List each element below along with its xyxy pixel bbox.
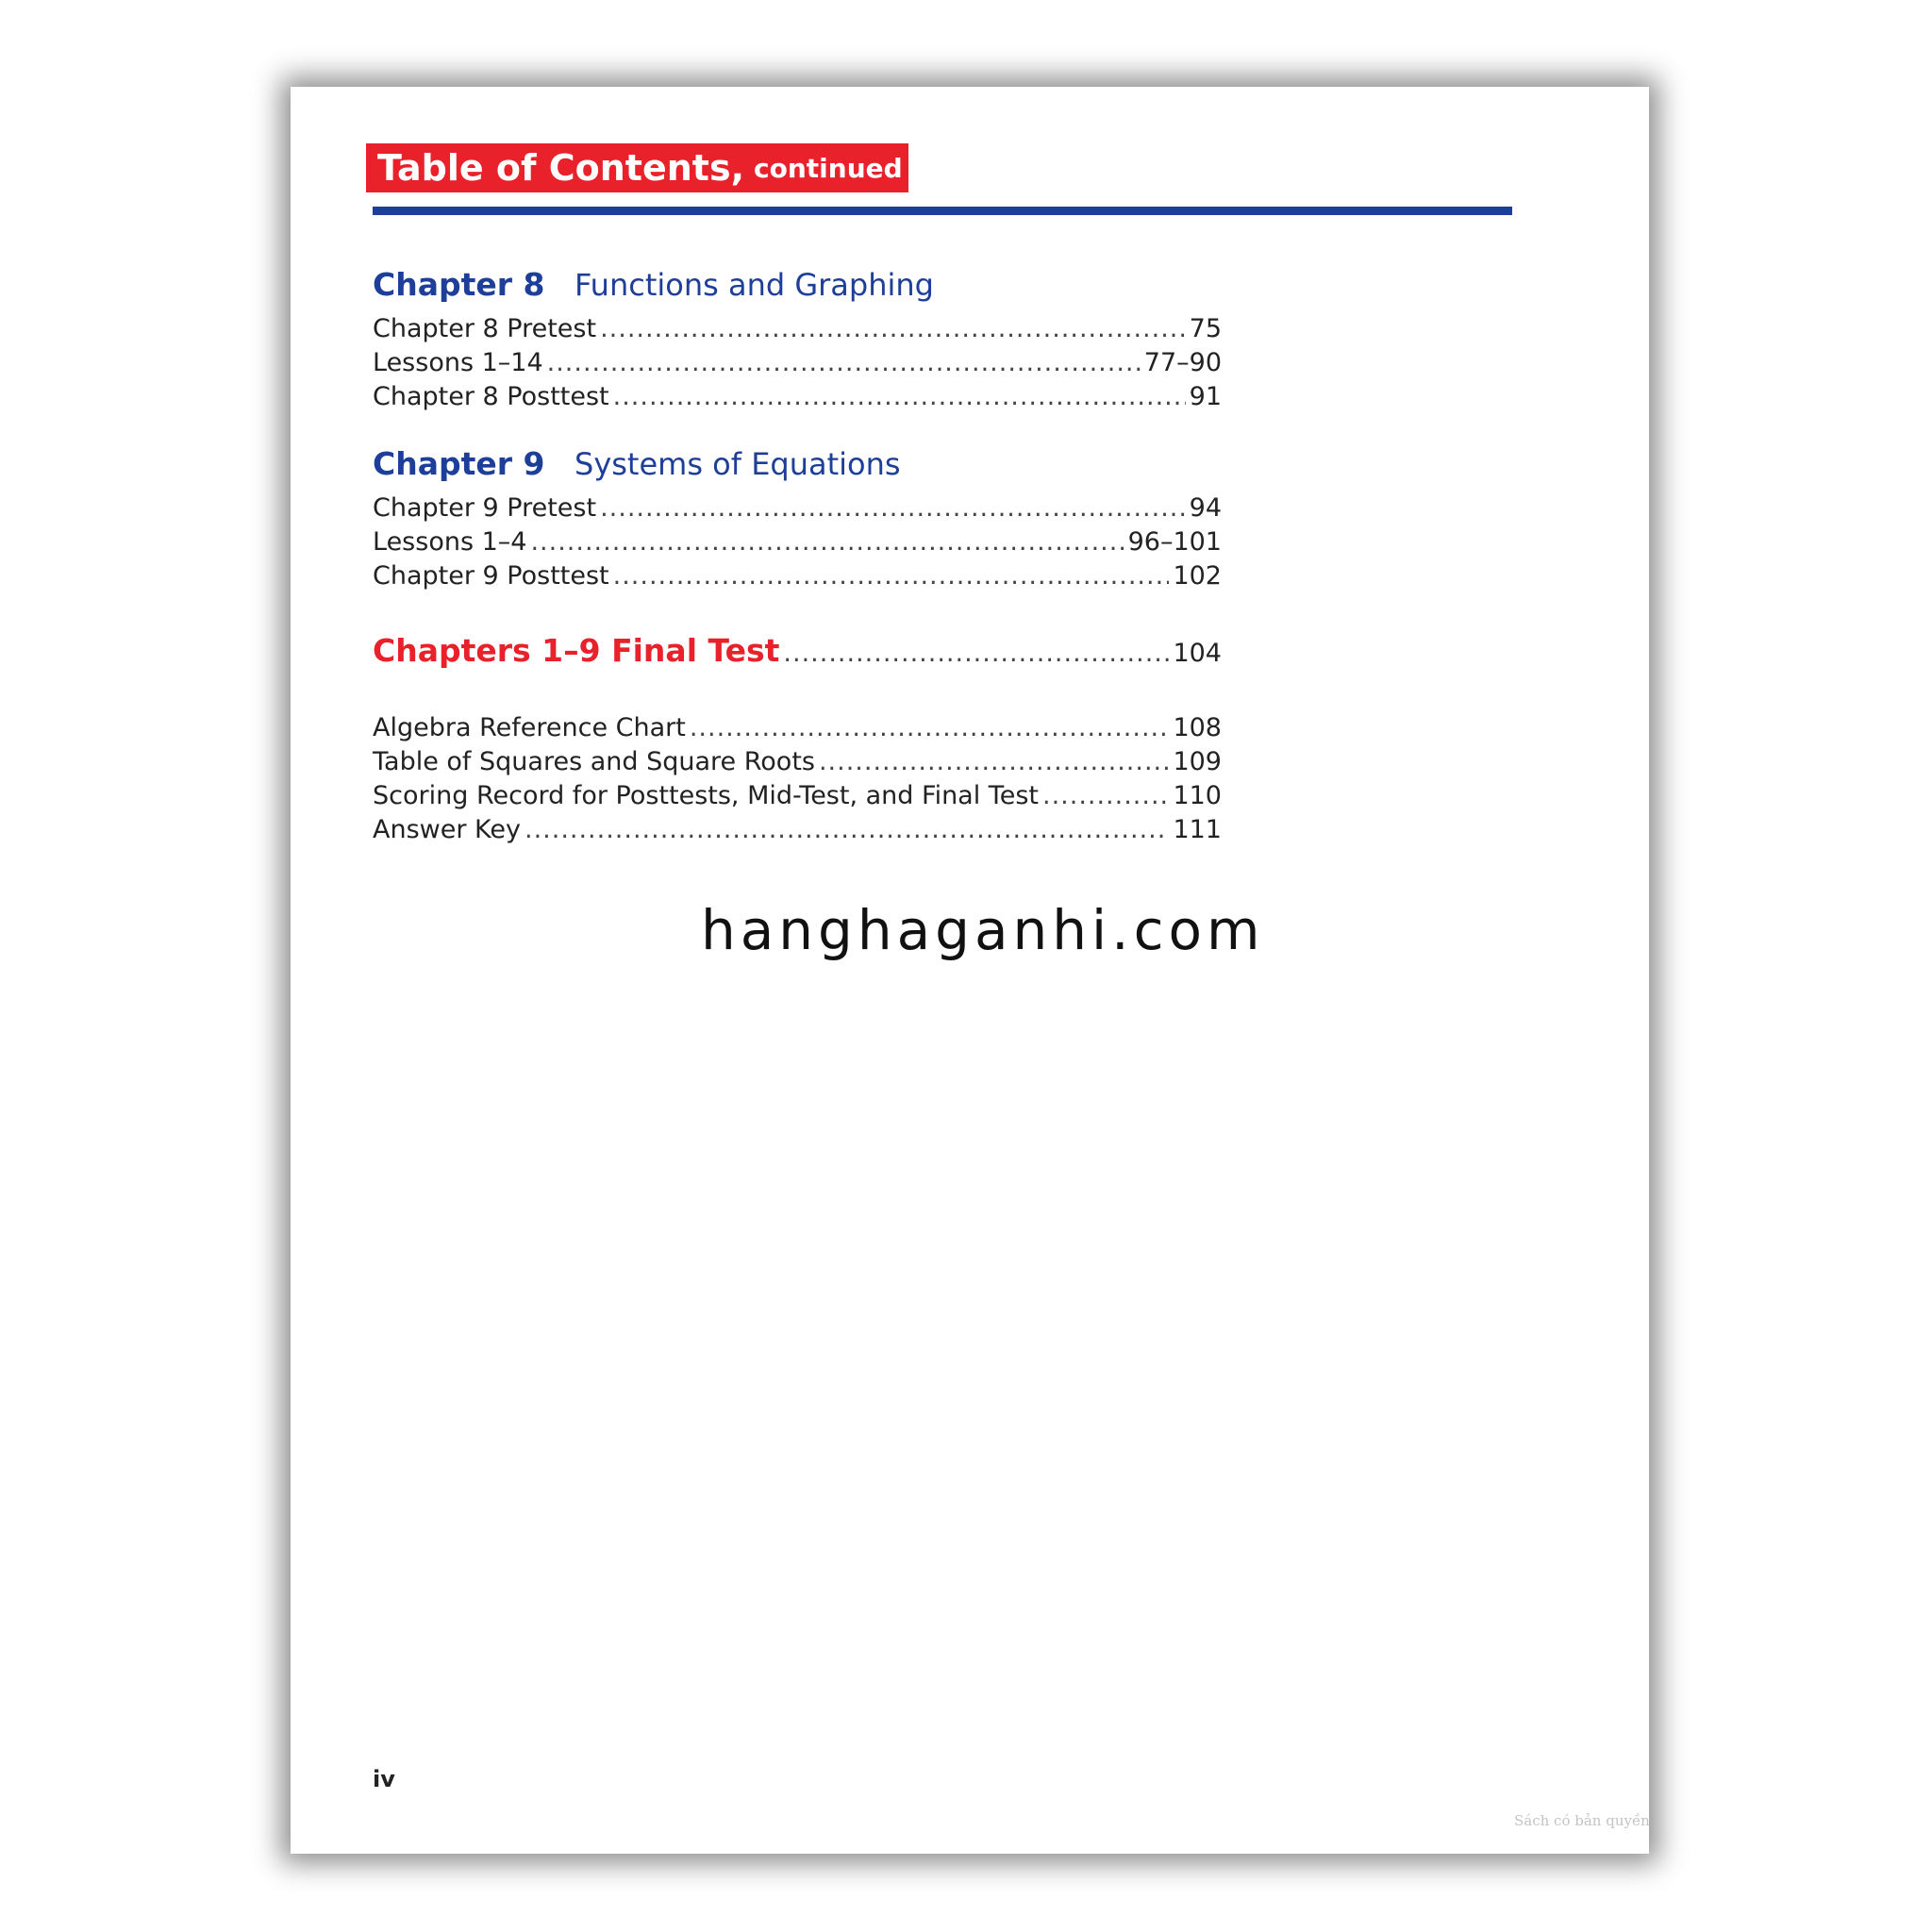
- toc-entry[interactable]: [373, 346, 1222, 380]
- chapter-section-8: [373, 266, 1222, 414]
- toc-entry[interactable]: [373, 312, 1222, 346]
- toc-entry[interactable]: [373, 711, 1222, 745]
- entry-page: 75: [1189, 314, 1222, 343]
- dot-leader: [600, 491, 1186, 525]
- appendix-section: [373, 711, 1222, 847]
- final-test-entry[interactable]: [373, 632, 1222, 674]
- toc-entry[interactable]: [373, 559, 1222, 593]
- chapter-name: Functions and Graphing: [575, 267, 934, 303]
- final-test-label: Chapters 1–9 Final Test: [373, 632, 780, 669]
- entry-page: 77–90: [1143, 348, 1222, 377]
- chapter-label: Chapter 9: [373, 445, 545, 482]
- chapter-heading: [373, 445, 1222, 482]
- entry-page: 111: [1173, 815, 1222, 844]
- entry-label: Chapter 9 Pretest: [373, 493, 597, 523]
- dot-leader: [547, 346, 1141, 380]
- toc-entry[interactable]: [373, 380, 1222, 414]
- toc-entry[interactable]: [373, 779, 1222, 813]
- dot-leader: [819, 745, 1169, 779]
- header-rule: [373, 207, 1512, 215]
- entry-page: 96–101: [1127, 527, 1222, 557]
- dot-leader: [613, 380, 1186, 414]
- watermark-text: hanghaganhi.com: [701, 898, 1265, 962]
- dot-leader: [600, 312, 1186, 346]
- entry-label: Lessons 1–4: [373, 527, 527, 557]
- entry-page: 109: [1173, 747, 1222, 776]
- entry-label: Lessons 1–14: [373, 348, 543, 377]
- dot-leader: [613, 559, 1170, 593]
- chapter-label: Chapter 8: [373, 266, 545, 303]
- toc-title-suffix: continued: [754, 152, 903, 184]
- entry-label: Table of Squares and Square Roots: [373, 747, 815, 776]
- toc-title-banner: [366, 143, 908, 192]
- entry-label: Answer Key: [373, 815, 521, 844]
- entry-page: 94: [1189, 493, 1222, 523]
- chapter-section-9: [373, 445, 1222, 593]
- toc-entry[interactable]: [373, 491, 1222, 525]
- toc-title: Table of Contents,: [377, 147, 745, 189]
- chapter-heading: [373, 266, 1222, 303]
- copyright-note: Sách có bản quyền: [1514, 1812, 1650, 1829]
- toc-entry[interactable]: [373, 813, 1222, 847]
- book-page: [291, 87, 1649, 1854]
- final-test-section: [373, 632, 1222, 674]
- toc-entry[interactable]: [373, 525, 1222, 559]
- entry-label: Scoring Record for Posttests, Mid-Test, and Final Test: [373, 781, 1039, 810]
- toc-entry[interactable]: [373, 745, 1222, 779]
- chapter-name: Systems of Equations: [575, 446, 901, 482]
- dot-leader: [690, 711, 1170, 745]
- entry-page: 91: [1189, 382, 1222, 411]
- final-test-page: 104: [1173, 639, 1222, 668]
- entry-label: Algebra Reference Chart: [373, 713, 686, 742]
- entry-page: 110: [1173, 781, 1222, 810]
- entry-label: Chapter 8 Pretest: [373, 314, 597, 343]
- dot-leader: [1042, 779, 1169, 813]
- entry-page: 108: [1173, 713, 1222, 742]
- dot-leader: [530, 525, 1124, 559]
- entry-label: Chapter 9 Posttest: [373, 561, 609, 591]
- entry-label: Chapter 8 Posttest: [373, 382, 609, 411]
- dot-leader: [525, 813, 1169, 847]
- dot-leader: [783, 639, 1169, 668]
- page-number: iv: [373, 1766, 395, 1792]
- entry-page: 102: [1173, 561, 1222, 591]
